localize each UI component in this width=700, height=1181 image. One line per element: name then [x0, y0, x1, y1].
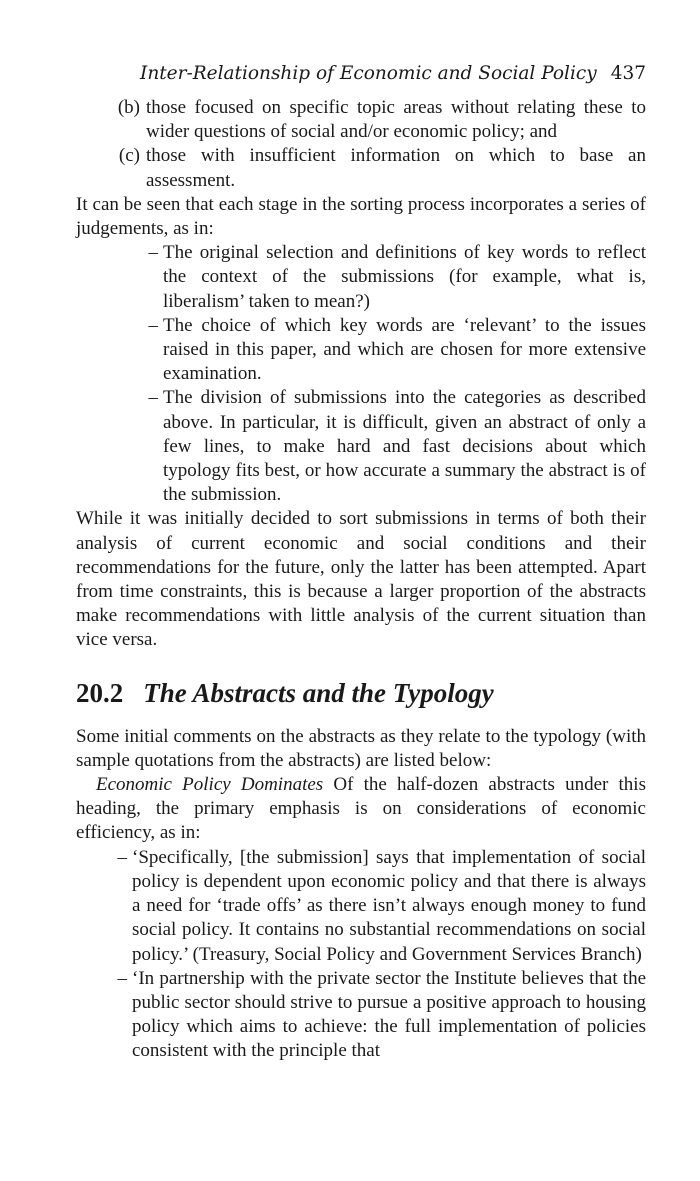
- list-item-text: those focused on specific topic areas without relating these to wider questions of social and/or economic policy; and: [146, 97, 646, 143]
- list-item-text: The division of submissions into the categories as described above. In particular, it is difficult, given an abstract of only a few lines, to make hard and fast decisions about which typology fits best, or how accurate a summary the abstract is of the submission.: [163, 387, 646, 506]
- list-item-text: ‘In partnership with the private sector the Institute believes that the public sector should strive to pursue a positive approach to housing policy which aims to achieve: the full implementation of policies consistent with the principle that: [132, 967, 646, 1062]
- list-item: [76, 314, 646, 387]
- paragraph-sorting: While it was initially decided to sort submissions in terms of both their analysis of current economic and social conditions and their recommendations for the future, only the latter has been attempted. Apart from time constraints, this is because a larger proportion of the abstracts make recommendations with little analysis of the current situation than vice versa.: [76, 508, 646, 651]
- paragraph-judgements: It can be seen that each stage in the sorting process incorporates a series of judgements, as in:: [76, 193, 646, 240]
- list-item-dash: –: [117, 846, 127, 868]
- running-head-title: Inter-Relationship of Economic and Social Policy: [140, 63, 597, 84]
- body-text: [76, 96, 646, 1064]
- page-number: 437: [610, 63, 646, 84]
- section-number: 20.2: [76, 677, 124, 708]
- running-head: [0, 62, 646, 86]
- list-item: [76, 386, 646, 507]
- list-item: [76, 96, 646, 144]
- list-item-text: those with insufficient information on which to base an assessment.: [146, 145, 646, 191]
- paragraph-intro: Some initial comments on the abstracts as they relate to the typology (with sample quotations from the abstracts) are listed below:: [76, 725, 646, 771]
- paragraph-economic-policy: [76, 773, 646, 846]
- section-heading: [76, 677, 646, 709]
- list-item-dash: –: [148, 242, 158, 264]
- list-item-dash: –: [148, 387, 158, 409]
- list-item: [76, 241, 646, 314]
- list-item: [76, 967, 646, 1064]
- list-item-text: The choice of which key words are ‘relevant’ to the issues raised in this paper, and which are chosen for more extensive examination.: [163, 314, 646, 385]
- paragraph-text: Of the half-dozen abstracts under this heading, the primary emphasis is on considerations of economic efficiency, as in:: [76, 774, 646, 844]
- section-title: The Abstracts and the Typology: [143, 677, 494, 708]
- list-item: [76, 144, 646, 192]
- run-in-heading: Economic Policy Dominates: [96, 774, 324, 796]
- list-item-text: The original selection and definitions of key words to reflect the context of the submissions (for example, what is, liberalism’ taken to mean?): [163, 242, 646, 312]
- list-item: [76, 846, 646, 967]
- list-item-dash: –: [148, 314, 158, 336]
- list-item-label: (b): [117, 97, 140, 118]
- list-item-dash: –: [117, 967, 127, 989]
- list-item-text: ‘Specifically, [the submission] says that implementation of social policy is dependent upon economic policy and that there is always a need for ‘trade offs’ as there isn’t always enough money to fund social policy. It contains no substantial recommendations on social policy.’ (Treasury, Social Policy and Government Services Branch): [132, 846, 646, 965]
- list-item-label: (c): [118, 145, 140, 167]
